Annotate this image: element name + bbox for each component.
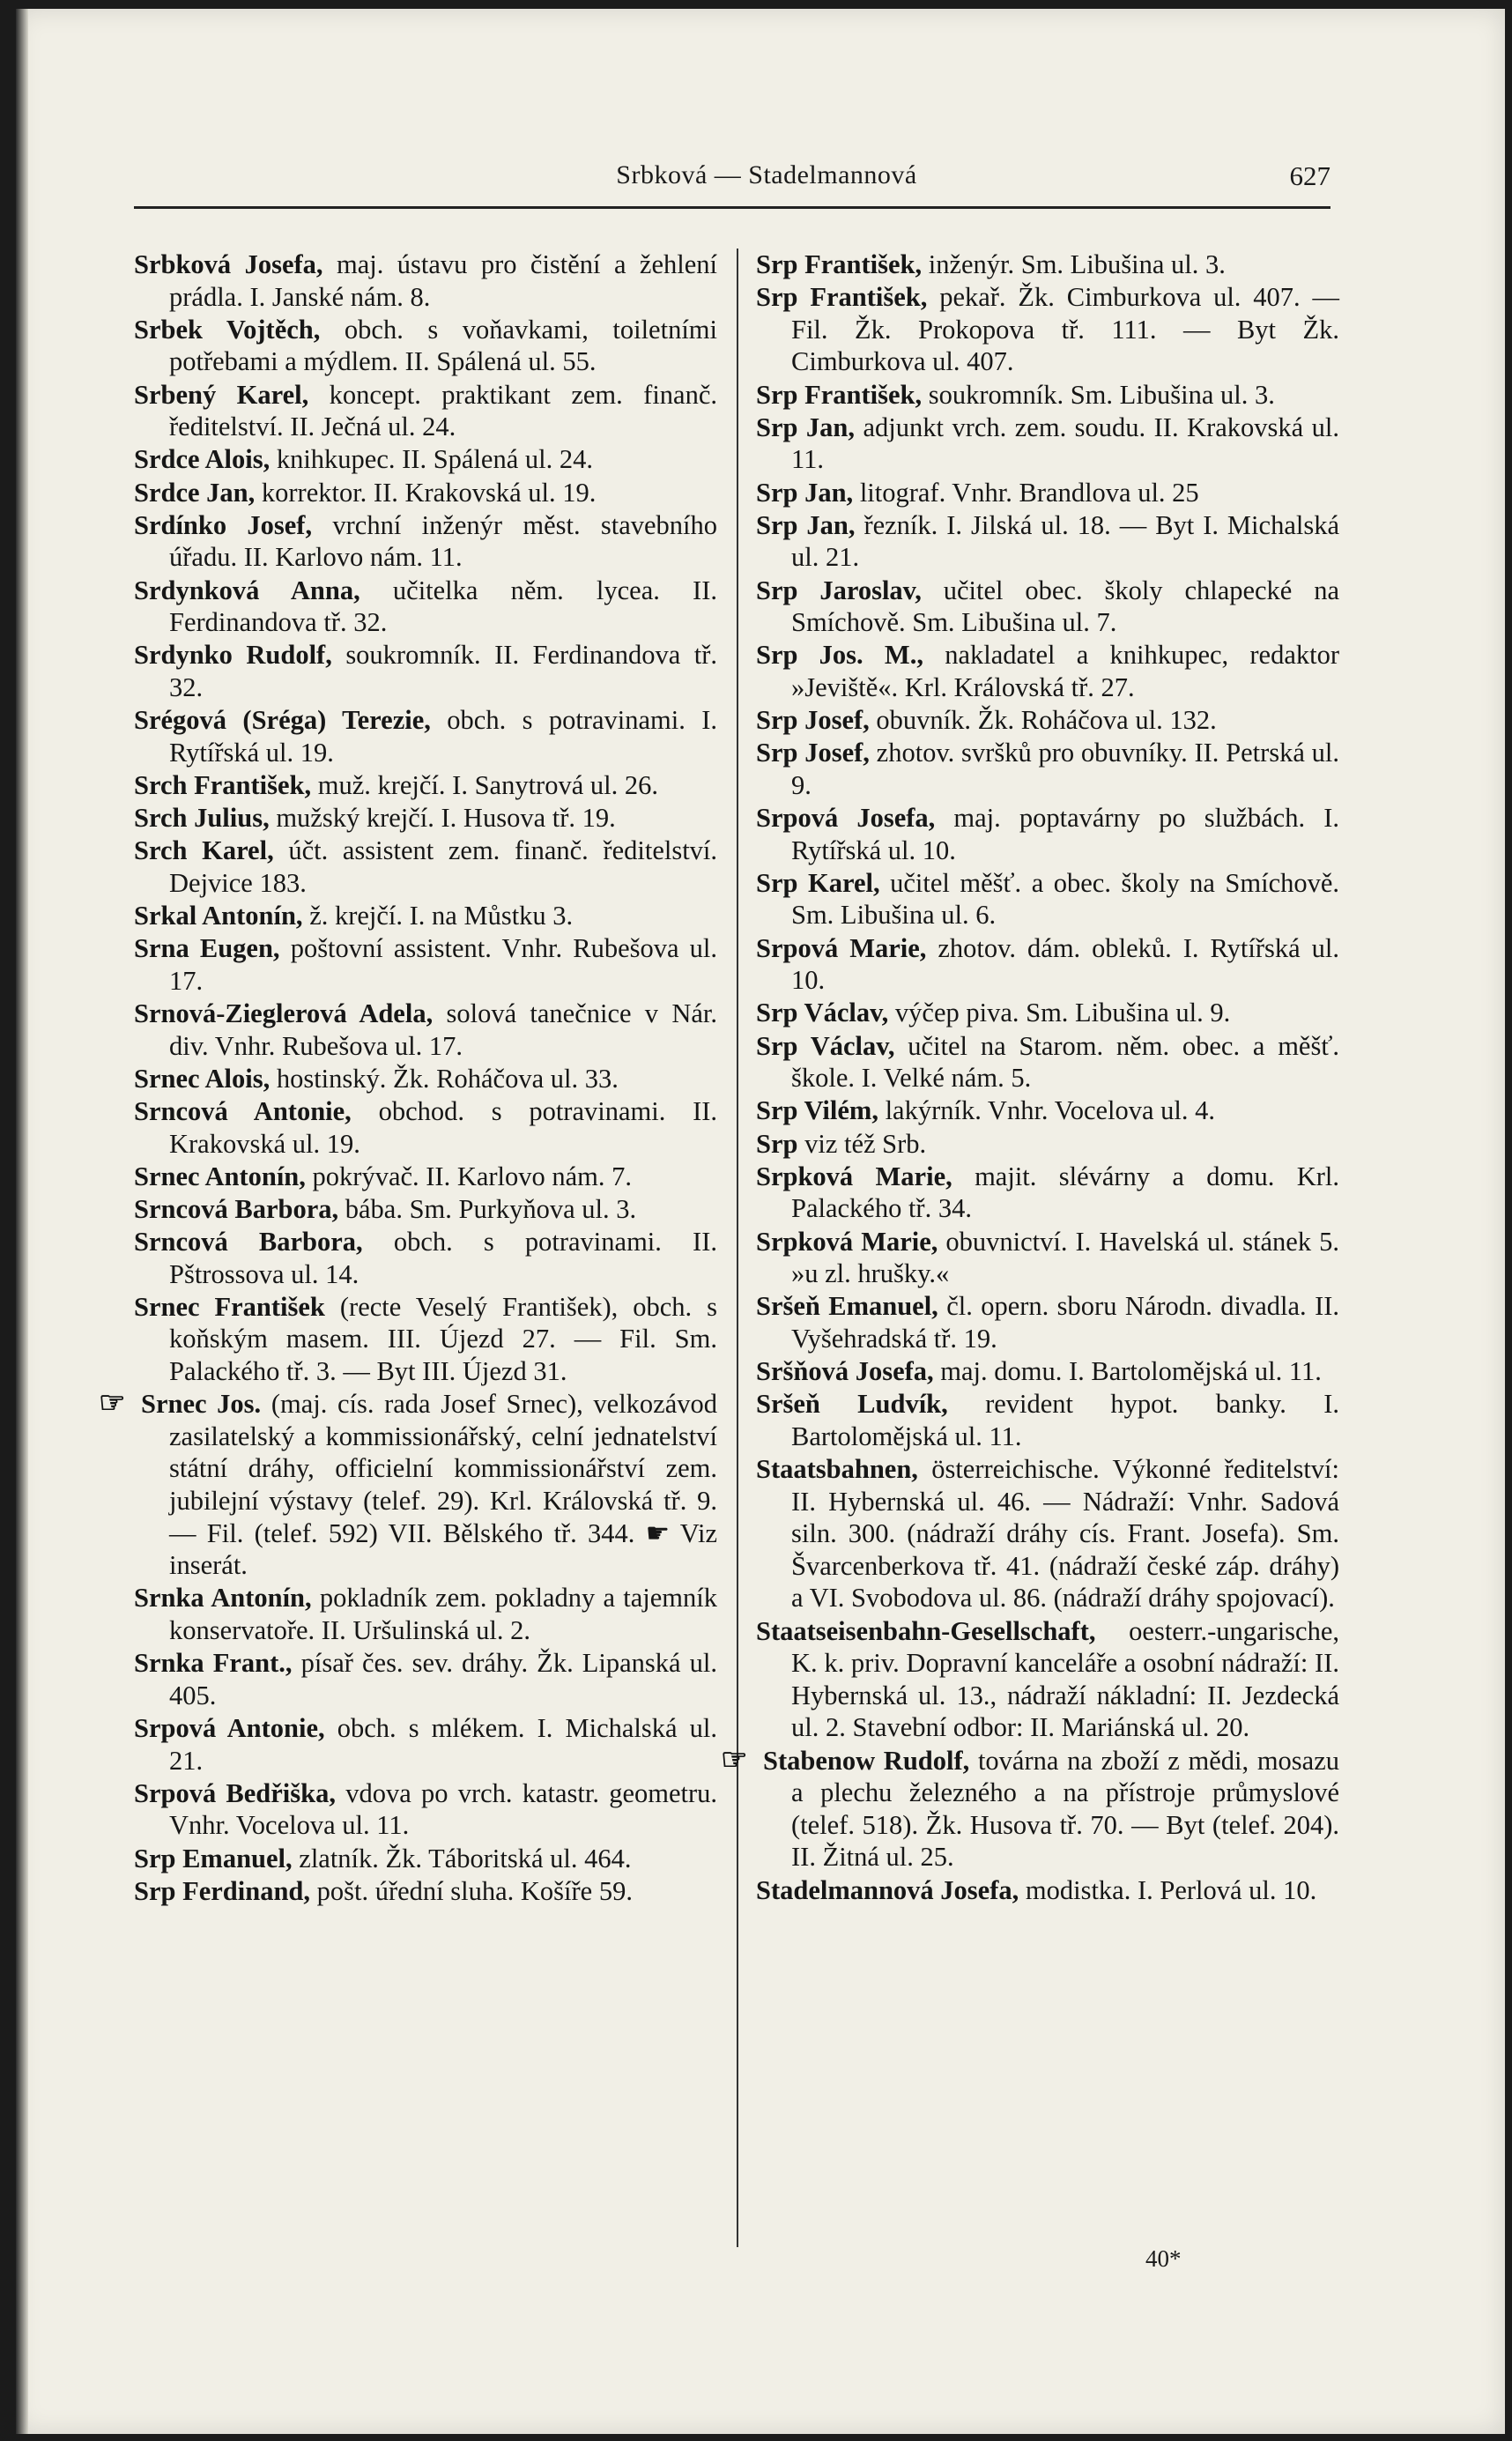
- entry-name: Srkal Antonín,: [134, 901, 303, 931]
- entry-description: pokladník zem. pokladny a tajemník konservatoře. II. Uršulinská ul. 2.: [169, 1583, 717, 1645]
- entry-name: Srnec František: [134, 1291, 325, 1322]
- entry-description: österreichische. Výkonné ředitelství: II. Hybernská ul. 46. — Nádraží: Vnhr. Sadová siln. 300. (nádraží dráhy cís. Frant. Josefa). Sm. Švarcenberkova tř. 41. (nádraží české záp. dráhy) a VI. Svobodova ul. 86. (nádraží dráhy spojovací).: [791, 1454, 1339, 1614]
- entry-description: mužský krejčí. I. Husova tř. 19.: [276, 803, 616, 834]
- entry-name: Srp Václav,: [756, 998, 889, 1028]
- directory-entry: [756, 1453, 1339, 1614]
- directory-entry: [134, 802, 717, 835]
- entry-description: knihkupec. II. Spálená ul. 24.: [276, 444, 593, 475]
- entry-description: hostinský. Žk. Roháčova ul. 33.: [276, 1063, 619, 1094]
- entry-description: modistka. I. Perlová ul. 10.: [1025, 1874, 1317, 1905]
- entry-name: Stadelmannová Josefa,: [756, 1874, 1019, 1905]
- entry-description: viz též Srb.: [804, 1128, 927, 1159]
- entry-description: obuvník. Žk. Roháčova ul. 132.: [876, 705, 1217, 736]
- entry-description: vdova po vrch. katastr. geometru. Vnhr. Vocelova ul. 11.: [169, 1777, 717, 1841]
- entry-name: Srp František,: [756, 249, 923, 279]
- entry-description: obch. s voňavkami, toiletními potřebami a mýdlem. II. Spálená ul. 55.: [169, 314, 717, 377]
- directory-entry: [756, 1290, 1339, 1354]
- entry-name: Srdynko Rudolf,: [134, 640, 332, 671]
- entry-description: (maj. cís. rada Josef Srnec), velkozávod zasilatelský a kommissionářský, celní jednatelství státní dráhy, officielní kommissionářství zem. jubilejní výstavy (telef. 29). Krl. Královská tř. 9. — Fil. (telef. 592) VII. Bělského tř. 344. ☛ Viz inserát.: [169, 1389, 717, 1581]
- directory-entry: [134, 477, 717, 509]
- entry-description: pošt. úřední sluha. Košíře 59.: [316, 1875, 633, 1906]
- entry-description: (recte Veselý František), obch. s koňským masem. III. Újezd 27. — Fil. Sm. Palackého tř. 3. — Byt III. Újezd 31.: [169, 1291, 717, 1387]
- directory-entry: [756, 639, 1339, 703]
- entry-description: nakladatel a knihkupec, redaktor »Jeviště«. Krl. Královská tř. 27.: [791, 640, 1340, 702]
- entry-description: lakýrník. Vnhr. Vocelova ul. 4.: [885, 1095, 1216, 1126]
- entry-name: Srp František,: [756, 282, 928, 313]
- directory-entry: [134, 1875, 717, 1908]
- entry-name: Srnec Antonín,: [134, 1161, 306, 1191]
- directory-entry: [756, 1745, 1339, 1873]
- entry-name: Srpová Marie,: [756, 932, 927, 963]
- directory-entry: [134, 704, 717, 768]
- entry-description: poštovní assistent. Vnhr. Rubešova ul. 17.: [169, 933, 717, 996]
- entry-name: Srdynková Anna,: [134, 575, 360, 605]
- directory-entry: [134, 639, 717, 703]
- entry-name: Srncová Antonie,: [134, 1095, 352, 1126]
- entry-name: Srdce Alois,: [134, 444, 271, 475]
- entry-name: Srncová Barbora,: [134, 1227, 363, 1258]
- running-head: Srbková — Stadelmannová: [616, 160, 917, 189]
- entry-name: Srnka Frant.,: [134, 1648, 293, 1679]
- entry-name: Srch Karel,: [134, 835, 274, 866]
- entry-description: písař čes. sev. dráhy. Žk. Lipanská ul. 405.: [169, 1648, 717, 1710]
- directory-entry: [756, 1030, 1339, 1094]
- directory-entry: [756, 1226, 1339, 1290]
- directory-entry: [134, 443, 717, 476]
- entry-name: Srbková Josefa,: [134, 249, 323, 279]
- entry-name: Srpová Antonie,: [134, 1712, 325, 1743]
- directory-entry: [134, 1161, 717, 1193]
- directory-entry: [134, 1843, 717, 1875]
- entry-description: čl. opern. sboru Národn. divadla. II. Vyšehradská tř. 19.: [791, 1291, 1340, 1354]
- entry-description: ž. krejčí. I. na Můstku 3.: [309, 901, 574, 931]
- entry-name: Srp František,: [756, 379, 923, 410]
- entry-name: Srp Jan,: [756, 509, 856, 540]
- entry-name: Srnka Antonín,: [134, 1583, 312, 1614]
- entry-description: maj. domu. I. Bartolomějská ul. 11.: [940, 1356, 1322, 1387]
- directory-entry: [756, 1161, 1339, 1225]
- entry-name: Srncová Barbora,: [134, 1193, 339, 1224]
- directory-entry: [756, 867, 1339, 931]
- entry-name: Staatseisenbahn-Gesellschaft,: [756, 1615, 1096, 1646]
- directory-entry: [134, 1291, 717, 1388]
- directory-entry: [134, 1712, 717, 1777]
- entry-name: Srp Jan,: [756, 412, 856, 442]
- entry-description: maj. poptavárny po službách. I. Rytířská ul. 10.: [791, 803, 1339, 865]
- entry-description: majit. slévárny a domu. Krl. Palackého tř. 34.: [791, 1161, 1339, 1224]
- directory-entry: [134, 932, 717, 997]
- entry-description: obch. s potravinami. II. Pštrossova ul. 14.: [169, 1227, 717, 1289]
- directory-entry: [756, 1355, 1339, 1388]
- entry-description: vrchní inženýr měst. stavebního úřadu. II. Karlovo nám. 11.: [169, 509, 717, 573]
- directory-entry: [134, 769, 717, 802]
- entry-name: Srnec Jos.: [141, 1389, 262, 1420]
- entry-description: adjunkt vrch. zem. soudu. II. Krakovská ul. 11.: [791, 412, 1339, 475]
- entry-description: učitelka něm. lycea. II. Ferdinandova tř. 32.: [169, 575, 718, 638]
- entry-name: Sršeň Emanuel,: [756, 1291, 938, 1322]
- header-rule: [134, 206, 1330, 209]
- entry-name: Srp Jaroslav,: [756, 575, 922, 605]
- entry-description: továrna na zboží z mědi, mosazu a plechu železného a na přístroje průmyslové (telef. 518). Žk. Husova tř. 70. — Byt (telef. 204). II. Žitná ul. 25.: [791, 1745, 1339, 1873]
- entry-name: Srp Karel,: [756, 867, 880, 898]
- entry-name: Srpová Josefa,: [756, 803, 936, 834]
- directory-entry: [756, 1874, 1339, 1907]
- entry-name: Srch František,: [134, 769, 312, 800]
- entry-description: korrektor. II. Krakovská ul. 19.: [261, 477, 597, 508]
- entry-description: účt. assistent zem. finanč. ředitelství. Dejvice 183.: [169, 835, 718, 898]
- directory-entry: [756, 509, 1339, 574]
- directory-entry: [756, 477, 1339, 509]
- directory-entry: [134, 1095, 717, 1160]
- entry-name: Sršeň Ludvík,: [756, 1389, 948, 1420]
- entry-name: Srp Ferdinand,: [134, 1875, 310, 1906]
- directory-entry: [756, 1615, 1339, 1744]
- directory-entry: [134, 249, 717, 313]
- entry-name: Srnová-Zieglerová Adela,: [134, 998, 434, 1028]
- directory-entry: [134, 509, 717, 574]
- entry-description: oesterr.-ungarische, K. k. priv. Dopravní kanceláře a osobní nádraží: II. Hybernská ul. 13., nádraží nákladní: II. Jezdecká ul. 2. Stavební odbor: II. Mariánská ul. 20.: [791, 1615, 1339, 1743]
- entry-description: soukromník. Sm. Libušina ul. 3.: [928, 379, 1275, 410]
- right-column: [756, 249, 1339, 1907]
- directory-entry: [134, 314, 717, 378]
- entry-description: zlatník. Žk. Táboritská ul. 464.: [299, 1843, 632, 1873]
- entry-name: Staatsbahnen,: [756, 1454, 918, 1485]
- entry-description: učitel měšť. a obec. školy na Smíchově. Sm. Libušina ul. 6.: [791, 867, 1340, 931]
- directory-entry: [134, 1226, 717, 1290]
- entry-name: Srp Josef,: [756, 738, 870, 768]
- entry-description: obuvnictví. I. Havelská ul. stánek 5. »u zl. hrušky.«: [791, 1226, 1339, 1289]
- directory-entry: [134, 1063, 717, 1095]
- column-divider: [737, 249, 738, 2247]
- directory-entry: [134, 1777, 717, 1842]
- directory-entry: [756, 1094, 1339, 1127]
- entry-name: Srp Josef,: [756, 705, 870, 736]
- entry-description: zhotov. svršků pro obuvníky. II. Petrská ul. 9.: [791, 738, 1340, 800]
- left-column: [134, 249, 717, 1908]
- directory-entry: [756, 997, 1339, 1029]
- entry-description: učitel obec. školy chlapecké na Smíchově. Sm. Libušina ul. 7.: [791, 575, 1340, 638]
- directory-entry: [756, 802, 1339, 866]
- entry-name: Srbený Karel,: [134, 379, 309, 410]
- entry-description: soukromník. II. Ferdinandova tř. 32.: [169, 640, 717, 702]
- entry-description: pokrývač. II. Karlovo nám. 7.: [312, 1161, 633, 1191]
- directory-entry: [756, 737, 1339, 801]
- entry-description: obchod. s potravinami. II. Krakovská ul. 19.: [169, 1095, 718, 1159]
- entry-description: bába. Sm. Purkyňova ul. 3.: [345, 1193, 637, 1224]
- directory-entry: [134, 1388, 717, 1582]
- entry-description: litograf. Vnhr. Brandlova ul. 25: [859, 477, 1199, 508]
- entry-name: Srnec Alois,: [134, 1063, 271, 1094]
- directory-entry: [756, 281, 1339, 378]
- directory-entry: [134, 1647, 717, 1711]
- entry-name: Srpková Marie,: [756, 1161, 952, 1191]
- entry-description: řezník. I. Jilská ul. 18. — Byt I. Michalská ul. 21.: [791, 509, 1339, 573]
- entry-description: učitel na Starom. něm. obec. a měšť. škole. I. Velké nám. 5.: [791, 1030, 1339, 1094]
- directory-entry: [756, 575, 1339, 639]
- directory-entry: [134, 1193, 717, 1226]
- entry-description: muž. krejčí. I. Sanytrová ul. 26.: [317, 769, 658, 800]
- page-number: 627: [1289, 160, 1330, 191]
- entry-description: maj. ústavu pro čistění a žehlení prádla. I. Janské nám. 8.: [169, 249, 717, 312]
- entry-name: Srna Eugen,: [134, 933, 280, 964]
- directory-entry: [134, 379, 717, 443]
- entry-description: zhotov. dám. obleků. I. Rytířská ul. 10.: [791, 932, 1339, 996]
- entry-name: Srbek Vojtěch,: [134, 314, 321, 345]
- entry-name: Srpová Bedřiška,: [134, 1777, 336, 1808]
- directory-entry: [134, 575, 717, 639]
- entry-name: Srp Jan,: [756, 477, 854, 508]
- entry-name: Srp Emanuel,: [134, 1843, 293, 1873]
- directory-entry: [756, 249, 1339, 281]
- directory-entry: [134, 1582, 717, 1646]
- entry-description: výčep piva. Sm. Libušina ul. 9.: [894, 998, 1231, 1028]
- entry-name: Srp Jos. M.,: [756, 640, 923, 671]
- directory-entry: [756, 412, 1339, 476]
- entry-description: solová tanečnice v Nár. div. Vnhr. Rubešova ul. 17.: [169, 998, 717, 1061]
- entry-name: Srdce Jan,: [134, 477, 256, 508]
- entry-name: Srp Vilém,: [756, 1095, 878, 1126]
- entry-name: Srp: [756, 1128, 798, 1159]
- directory-entry: [134, 900, 717, 932]
- directory-entry: [756, 932, 1339, 997]
- entry-description: koncept. praktikant zem. finanč. ředitelství. II. Ječná ul. 24.: [169, 379, 717, 442]
- entry-description: obch. s mlékem. I. Michalská ul. 21.: [169, 1712, 717, 1776]
- directory-entry: [756, 1388, 1339, 1452]
- directory-entry: [134, 998, 717, 1062]
- directory-entry: [756, 379, 1339, 412]
- entry-name: Srch Julius,: [134, 803, 270, 834]
- directory-entry: [756, 704, 1339, 737]
- signature-mark: 40*: [1145, 2245, 1182, 2272]
- entry-description: pekař. Žk. Cimburkova ul. 407. — Fil. Žk. Prokopova tř. 111. — Byt Žk. Cimburkova ul. 407.: [791, 282, 1340, 377]
- entry-description: obch. s potravinami. I. Rytířská ul. 19.: [169, 705, 717, 768]
- entry-description: revident hypot. banky. I. Bartolomějská ul. 11.: [791, 1389, 1339, 1451]
- entry-name: Sršňová Josefa,: [756, 1356, 934, 1387]
- entry-name: Stabenow Rudolf,: [763, 1745, 970, 1776]
- binding-edge: [16, 9, 28, 2434]
- directory-entry: [756, 1128, 1339, 1161]
- directory-entry: [134, 835, 717, 899]
- entry-description: inženýr. Sm. Libušina ul. 3.: [928, 249, 1226, 279]
- entry-name: Srdínko Josef,: [134, 509, 313, 540]
- entry-name: Srp Václav,: [756, 1030, 895, 1061]
- entry-name: Srpková Marie,: [756, 1226, 938, 1257]
- entry-name: Srégová (Sréga) Terezie,: [134, 705, 431, 736]
